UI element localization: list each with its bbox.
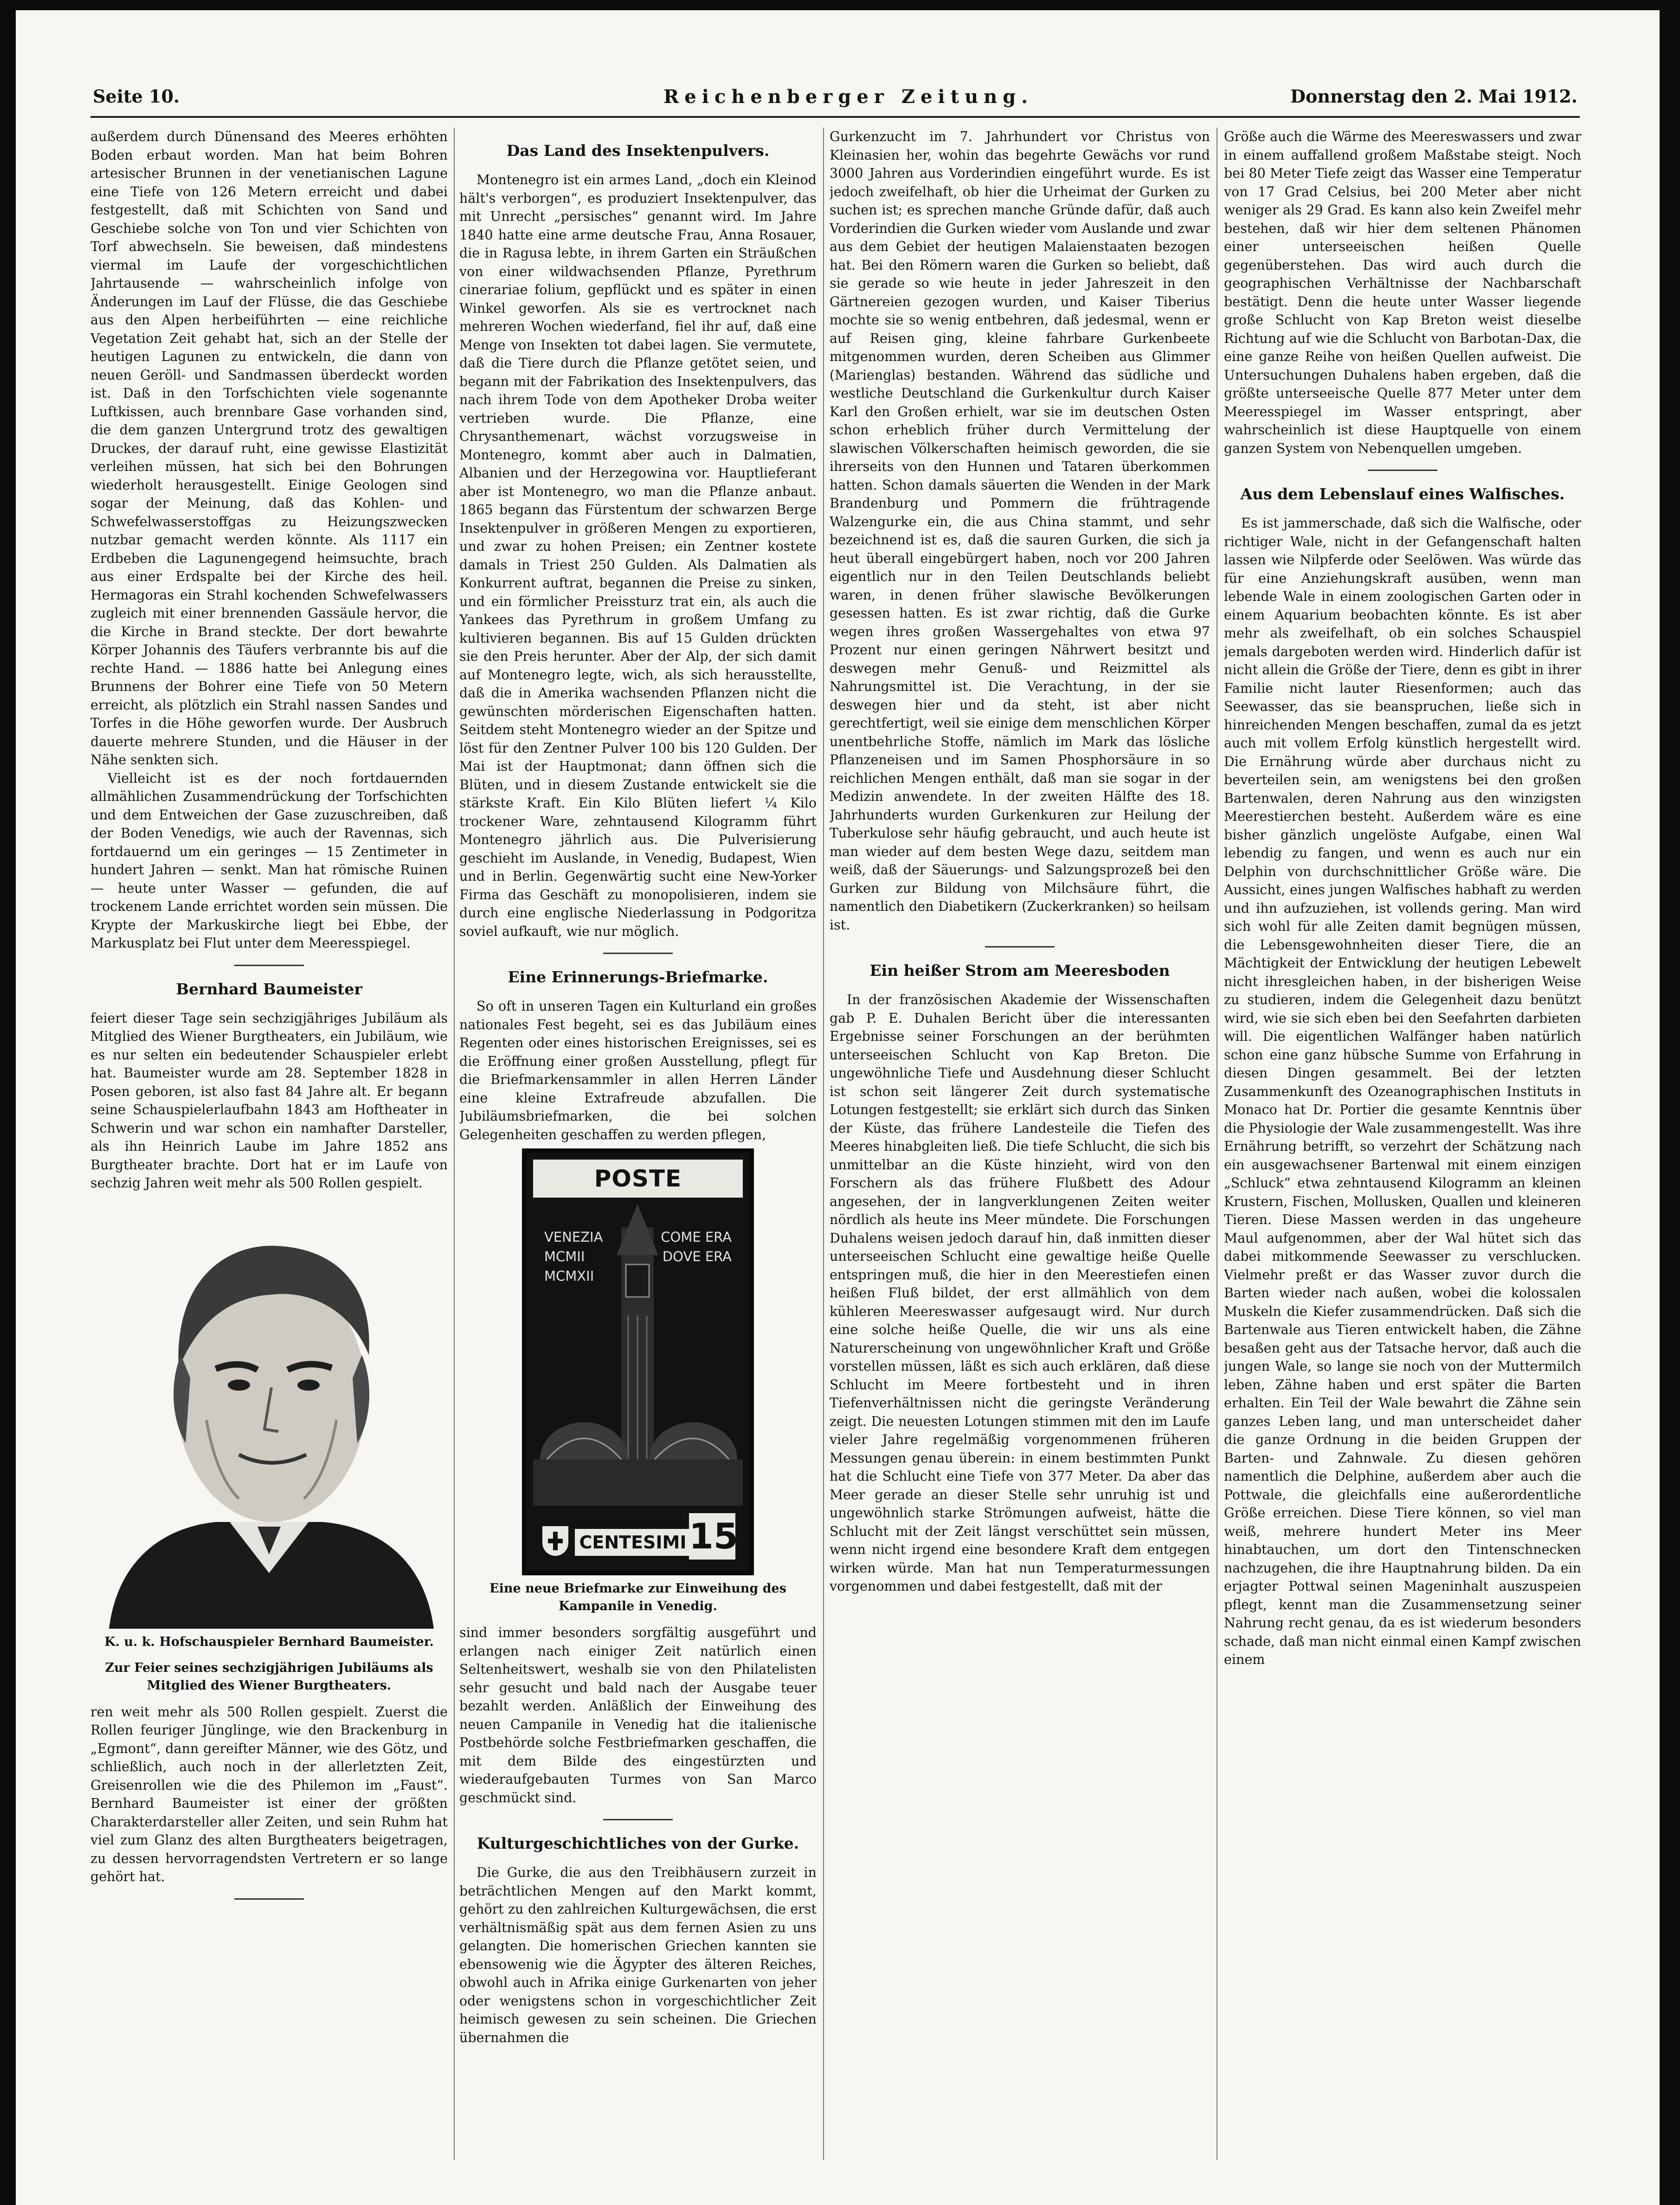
article-venice-continued: außerdem durch Dünensand des Meeres erhöhten Boden erbaut worden. Man hat beim Bohren artesischer Brunnen in der venetianischen Lagune eine Tiefe von 126 Metern erreicht und dabei festgestellt, daß mit Schichten von Sand und Geschiebe solche von Ton und vier Schichten von Torf abwechseln. Sie beweisen, daß mindestens viermal im Laufe der vorgeschichtlichen Jahrtausende — wahrscheinlich infolge von Änderungen im Lauf der Flüsse, die das Geschiebe aus den Alpen herbeiführten — eine reichliche Vegetation Zeit gehabt hat, sich an der Stelle der heutigen Lagunen zu entwickeln, die dann von neuen Geröll- und Sandmassen überdeckt worden ist. Daß in den Torfschichten viele sogenannte Luftkissen, auch brennbare Gase vorhanden sind, die dem ganzen Untergrund trotz des gewaltigen Druckes, der darauf ruht, eine gewisse Elastizität verleihen müssen, hat sich bei den Bohrungen wiederholt herausgestellt. Einige Geologen sind sogar der Meinung, daß das Kohlen- und Schwefelwasserstoffgas zu Heizungszwecken nutzbar gemacht werden könnte. Als 1117 ein Erdbeben die Lagunengegend heimsuchte, brach aus einer Erdspalte bei der Kirche des heil. Hermagoras ein Strahl kochenden Schwefelwassers zugleich mit einer brennenden Gassäule hervor, die die Kirche in Brand steckte. Der dort bewahrte Körper Johannis des Täufers verbrannte bis auf die rechte Hand. — 1886 hatte bei Anlegung eines Brunnens der Bohrer eine Tiefe von 50 Metern erreicht, als plötzlich ein Strahl nassen Sandes und Torfes in die Höhe geworfen wurde. Der Ausbruch dauerte mehrere Stunden, und die Häuser in der Nähe senkten sich. (90, 129, 448, 767)
page-header (93, 86, 1577, 118)
column-4 (1224, 128, 1581, 2169)
column-2 (459, 128, 817, 2169)
article-baumeister-text: feiert dieser Tage sein sechzigjähriges Jubiläum als Mitglied des Wiener Burgtheaters, ein Jubiläum, wie es nur selten ein bedeutender Schauspieler erlebt hat. Baumeister wurde am 28. September 1828 in Posen geboren, ist also fast 84 Jahre alt. Er begann seine Schauspielerlaufbahn 1843 am Hoftheater in Schwerin und war schon ein namhafter Darsteller, als ihn Heinrich Laube im Jahre 1852 ans Burgtheater brachte. Dort hat er im Laufe von sechzig Jahren weit mehr als 500 Rollen gespielt. (90, 1010, 448, 1191)
baumeister-portrait (90, 1202, 448, 1629)
savoy-cross-icon (542, 1526, 568, 1556)
headline-walfisch: Aus dem Lebenslauf eines Walfisches. (1240, 485, 1565, 503)
column-rule (823, 128, 824, 2160)
scan-border-top (0, 0, 1680, 10)
article-walfisch-text: Es ist jammerschade, daß sich die Walfische, oder richtiger Wale, nicht in der Gefangenschaft halten lassen wie Nilpferde oder Seelöwen. Was würde das für eine Anziehungskraft ausüben, wenn man lebende Wale in einem zoologischen Garten oder in einem Aquarium beobachten könnte. Es ist aber mehr als zweifelhaft, ob ein solches Schauspiel jemals dargeboten werden wird. Hinderlich dafür ist nicht allein die Größe der Tiere, denn es gibt in ihrer Familie nicht lauter Riesenformen; auch das Seewasser, das sie beanspruchen, ließe sich in hinreichenden Mengen beschaffen, zumal da es jetzt auch mit vollem Erfolg künstlich hergestellt wird. Die Ernährung würde aber durchaus nicht zu beverteilen sein, am wenigstens bei den großen Bartenwalen, deren Nahrung aus den winzigsten Meerestierchen besteht. Außerdem wäre es eine bisher gänzlich ungelöste Aufgabe, einen Wal lebendig zu fangen, und wenn es auch nur ein Delphin von durchschnittlicher Größe wäre. Die Aussicht, eines jungen Walfisches habhaft zu werden und ihn aufzuziehen, ist vollends gering. Man wird sich wohl für alle Zeiten damit begnügen müssen, die Lebensgewohnheiten dieser Tiere, die an Mächtigkeit der Entwicklung der heutigen Lebewelt nicht ihresgleichen haben, in der bisherigen Weise zu studieren, indem die Gelegenheit dazu benützt wird, wie sie sich eben bei den Seefahrten darbieten will. Die eigentlichen Walfänger haben natürlich schon eine ganz hübsche Summe von Erfahrung in diesen Dingen gesammelt. Bei der letzten Zusammenkunft des Ozeanographischen Instituts in Monaco hat Dr. Portier die gesamte Kenntnis über die Physiologie der Wale zusammengestellt. Was ihre Ernährung betrifft, so verzehrt der Schätzung nach ein ausgewachsener Bartenwal mit einem einzigen „Schluck“ etwa zehntausend Kilogramm an kleinen Krustern, Fischen, Mollusken, Quallen und kleineren Tieren. Diese Massen werden in das ungeheure Maul aufgenommen, aber der Wal hütet sich das dabei mitkommende Seewasser zu verschlucken. Vielmehr preßt er das Wasser zuvor durch die Barten wieder nach außen, wobei die kolossalen Muskeln die Kiefer zusammendrücken. Daß sich die Bartenwale aus Tieren entwickelt haben, die Zähne besaßen geht aus der Tatsache hervor, daß auch die jungen Wale, so lange sie noch von der Muttermilch leben, Zähne haben und erst später die Barten erhalten. Ein Teil der Wale bewahrt die Zähne sein ganzes Leben lang, und man unterscheidet daher die ganze Ordnung in die beiden Gruppen der Barten- und Zahnwale. Zu diesen gehören namentlich die Delphine, außerdem aber auch die Pottwale, die gleichfalls eine außerordentliche Größe erreichen. Diese Tiere können, so viel man weiß, mehrere hundert Meter ins Meer hinabtauchen, um dort den Tintenschnecken nachzugehen, die ihre Hauptnahrung bilden. Da ein erjagter Pottwal seinen Mageninhalt auszuspeien pflegt, kennt man die Zusammensetzung seiner Nahrung recht genau, da es ist wiederum besonders schade, daß man nicht einmal einen Kampf zwischen einem (1224, 516, 1581, 1667)
headline-insektenpulver: Das Land des Insektenpulvers. (506, 142, 770, 160)
portrait-caption-title: K. u. k. Hofschauspieler Bernhard Baumeister. (104, 1634, 434, 1649)
stamp-right-text (661, 1227, 732, 1266)
article-briefmarke-text: So oft in unseren Tagen ein Kulturland ein großes nationales Fest begeht, sei es das Jubiläum eines Regenten oder eines historischen Ereignisses, sei es die Eröffnung einer großen Ausstellung, pflegt für die Briefmarkensammler in allen Herren Länder eine kleine Extrafreude abzufallen. Die Jubiläumsbriefmarken, die bei solchen Gelegenheiten geschaffen zu werden pflegen, (459, 999, 817, 1142)
headline-baumeister: Bernhard Baumeister (176, 980, 362, 998)
stamp-image (522, 1148, 754, 1575)
article-baumeister-continued: ren weit mehr als 500 Rollen gespielt. Zuerst die Rollen feuriger Jünglinge, wie den Brackenburg in „Egmont“, dann gereifter Männer, wie des Götz, und schließlich, auch noch in der allerletzten Zeit, Greisenrollen wie die des Philemon im „Faust“. Bernhard Baumeister ist einer der größten Charakterdarsteller aller Zeiten, und sein Ruhm hat viel zum Glanz des alten Burgtheaters beigetragen, zu dessen hervorragendsten Vertretern er so lange gehört hat. (90, 1704, 448, 1884)
article-divider (603, 953, 673, 954)
headline-gurke: Kulturgeschichtliches von der Gurke. (476, 1834, 799, 1852)
scan-border-left (0, 0, 16, 2205)
article-divider (985, 946, 1055, 948)
newspaper-title: Reichenberger Zeitung. (663, 86, 1034, 108)
stamp-left-line: MCMXII (544, 1268, 594, 1284)
stamp-left-line: VENEZIA (544, 1229, 603, 1245)
scan-border-right (1660, 0, 1680, 2205)
article-insektenpulver-text: Montenegro ist ein armes Land, „doch ein Kleinod hält's verborgen“, es produziert Insektenpulver, das mit Unrecht „persisches“ genannt wird. Im Jahre 1840 hatte eine arme deutsche Frau, Anna Rosauer, die in Ragusa lebte, in ihrem Garten ein Sträußchen von einer wildwachsenden Pflanze, Pyrethrum cinerariae folium, gepflückt und es später in einen Winkel geworfen. Als sie es vertrocknet nach mehreren Wochen wiederfand, fiel ihr auf, daß eine Menge von Insekten tot dabei lagen. Sie vermutete, daß die Tiere durch die Pflanze getötet seien, und begann mit der Fabrikation des Insektenpulvers, das nach ihrem Tode von dem Apotheker Droba weiter vertrieben wurde. Die Pflanze, eine Chrysanthemenart, wächst vorzugsweise in Montenegro, kommt aber auch in Dalmatien, Albanien und der Herzegowina vor. Hauptlieferant aber ist Montenegro, wo man die Pflanze anbaut. 1865 begann das Fürstentum der schwarzen Berge Insektenpulver in größeren Mengen zu exportieren, und zwar zu hohen Preisen; ein Zentner kostete damals in Triest 250 Gulden. Als Dalmatien als Konkurrent auftrat, begannen die Preise zu sinken, und ein förmlicher Preissturz trat ein, als auch die Yankees das Pyrethrum in großem Umfang zu kultivieren begannen. Bis auf 15 Gulden drückten sie den Preis herunter. Aber der Alp, der sich damit auf Montenegro legte, wich, als sich herausstellte, daß die in Amerika wachsenden Pflanzen nicht die gewünschten mörderischen Eigenschaften hatten. Seitdem steht Montenegro wieder an der Spitze und löst für den Zentner Pulver 100 bis 120 Gulden. Der Mai ist der Hauptmonat; dann öffnen sich die Blüten, und in diesem Zustande entwickelt sie die stärkste Kraft. Ein Kilo Blüten liefert ¼ Kilo trockener Ware, zehntausend Kilogramm führt Montenegro jährlich aus. Die Pulverisierung geschieht im Auslande, in Venedig, Budapest, Wien und in Berlin. Gegenwärtig sucht eine New-Yorker Firma das Geschäft zu monopolisieren, indem sie durch eine englische Niederlassung in Podgoritza soviel aufkauft, wie nur möglich. (459, 172, 817, 939)
stamp-value: 15 (689, 1513, 735, 1560)
headline-briefmarke: Eine Erinnerungs-Briefmarke. (508, 968, 768, 986)
article-divider (1368, 470, 1437, 471)
article-gurke-continued: Gurkenzucht im 7. Jahrhundert vor Christus von Kleinasien her, wohin das begehrte Gewächs vor rund 3000 Jahren aus Vorderindien eingeführt wurde. Es ist jedoch zweifelhaft, ob hier die Urheimat der Gurken zu suchen ist; es sprechen manche Gründe dafür, daß auch Vorderindien die Gurken wieder vom Auslande und zwar aus dem Gebiet der heutigen Malaienstaaten bezogen hat. Bei den Römern waren die Gurken so beliebt, daß sie gerade so wie heute in jeder Jahreszeit in den Gärtnereien gezogen wurden, und Kaiser Tiberius mochte sie so wenig entbehren, daß jedesmal, wenn er auf Reisen ging, kleine fahrbare Gurkenbeete mitgenommen wurden, deren Scheiben aus Glimmer (Marienglas) bestanden. Während das südliche und westliche Deutschland die Gurkenkultur durch Kaiser Karl den Großen erhielt, war sie im deutschen Osten schon erheblich früher durch Vermittelung der slawischen Völkerschaften heimisch geworden, die sie ihrerseits von den Hunnen und Tataren überkommen hatten. Schon damals säuerten die Wenden in der Mark Brandenburg und Pommern die frühtragende Walzengurke ein, die aus China stammt, und sehr bezeichnend ist es, daß die sauren Gurken, die sich ja heut überall eingebürgert haben, noch vor 200 Jahren eigentlich nur in den Teilen Deutschlands beliebt waren, in denen früher slawische Bevölkerungen gesessen hatten. Es ist zwar richtig, daß die Gurke wegen ihres großen Wassergehaltes von etwa 97 Prozent nur einen geringen Nährwert besitzt und deswegen mehr Genuß- und Reizmittel als Nahrungsmittel ist. Die Verachtung, in der sie deswegen hier und da steht, ist aber nicht gerechtfertigt, weil sie einige dem menschlichen Körper unentbehrliche Stoffe, nämlich im Mark das lösliche Pflanzeneisen und im Samen Phosphorsäure in so reichlichen Mengen enthält, daß man sie sogar in der Medizin anwendete. In der zweiten Hälfte des 18. Jahrhunderts wurden Gurkenkuren zur Heilung der Tuberkulose sehr häufig gebraucht, und auch heute ist man wieder auf dem besten Wege dazu, seitdem man weiß, daß der Säuerungs- und Salzungsprozeß bei den Gurken zur Bildung von Milchsäure führt, die namentlich den Diabetikern (Zuckerkranken) so heilsam ist. (830, 129, 1210, 933)
stamp-footer (533, 1509, 743, 1564)
column-1 (90, 128, 448, 2169)
article-venice-paragraph: Vielleicht ist es der noch fortdauernden allmählichen Zusammendrückung der Torfschichten und dem Entweichen der Gase zuzuschreiben, daß der Boden Venedigs, wie auch der Ravennas, sich fortdauernd um ein geringes — 15 Zentimeter in hundert Jahren — senkt. Man hat römische Ruinen — heute unter Wasser — gefunden, die auf trockenem Lande errichtet worden sein müssen. Die Krypte der Markuskirche liegt bei Ebbe, der Markusplatz bei Flut unter dem Meeresspiegel. (90, 770, 448, 951)
stamp-left-line: MCMII (544, 1249, 585, 1264)
stamp-right-line: DOVE ERA (662, 1249, 732, 1264)
column-3 (830, 128, 1210, 2169)
stamp-denomination: CENTESIMI (575, 1529, 691, 1556)
article-divider (234, 965, 304, 966)
column-rule (454, 128, 455, 2160)
stamp-figure (459, 1148, 817, 1615)
article-divider (603, 1819, 673, 1820)
header-rule (90, 116, 1580, 118)
article-briefmarke-continued: sind immer besonders sorgfältig ausgeführt und erlangen nach einiger Zeit natürlich einen Seltenheitswert, weshalb sie von den Philatelisten sehr gesucht und bald nach der Ausgabe teuer bezahlt werden. Anläßlich der Einweihung des neuen Campanile in Venedig hat die italienische Postbehörde solche Festbriefmarken geschaffen, die mit dem Bilde des eingestürzten und wiederaufgebauten Turmes von San Marco geschmückt sind. (459, 1625, 817, 1805)
headline-heisser-strom: Ein heißer Strom am Meeresboden (869, 961, 1170, 980)
stamp-right-line: COME ERA (661, 1229, 732, 1245)
article-heisser-strom-continued: Größe auch die Wärme des Meereswassers und zwar in einem auffallend großem Maßstabe steigt. Noch bei 80 Meter Tiefe zeigt das Wasser eine Temperatur von 17 Grad Celsius, bei 200 Meter aber nicht weniger als 29 Grad. Es kann also kein Zweifel mehr bestehen, daß wir hier dem seltenen Phänomen einer unterseeischen heißen Quelle gegenüberstehen. Das wird auch durch die geographischen Verhältnisse der Nachbarschaft bestätigt. Denn die heute unter Wasser liegende große Schlucht von Kap Breton weist dieselbe Richtung auf wie die Schlucht von Barbotan-Dax, die eine ganze Reihe von heißen Quellen aufweist. Die Untersuchungen Duhalens haben ergeben, daß die größte unterseeische Quelle 877 Meter unter dem Meeresspiegel im Wasser entspringt, aber wahrscheinlich ist diese Hauptquelle von einem ganzen System von Nebenquellen umgeben. (1224, 129, 1581, 456)
stamp-left-text (544, 1227, 603, 1286)
issue-date: Donnerstag den 2. Mai 1912. (1290, 86, 1577, 107)
article-heisser-strom-text: In der französischen Akademie der Wissenschaften gab P. E. Duhalen Bericht über die interessanten Ergebnisse seiner Forschungen an der berühmten unterseeischen Schlucht von Kap Breton. Die ungewöhnliche Tiefe und Ausdehnung dieser Schlucht ist schon seit längerer Zeit durch systematische Lotungen festgestellt; sie erklärt sich durch das Sinken der Küste, das frühere Landesteile die Tiefen des Meeres hinabgleiten ließ. Die tiefe Schlucht, die sich bis unmittelbar an die Küste hinzieht, wird von den Forschern als das frühere Flußbett des Adour angesehen, der in langverklungenen Zeiten weiter nördlich als heute ins Meer mündete. Die Forschungen Duhalens weisen jedoch darauf hin, daß inmitten dieser unterseeischen Schlucht eine gewaltige heiße Quelle entspringen muß, die hier in den Meerestiefen einen heißen Fluß bildet, der erst allmählich von dem kühleren Meereswasser aufgesaugt wird. Nur durch eine solche heiße Quelle, die wir uns als eine Naturerscheinung von ungewöhnlicher Kraft und Größe vorstellen müssen, läßt es sich auch erklären, daß diese Schlucht im Meere fortbesteht und in ihren Tiefenverhältnissen nicht die geringste Veränderung zeigt. Die neuesten Lotungen stimmen mit den im Laufe vieler Jahre regelmäßig vorgenommenen früheren Messungen genau überein: in einem bestimmten Punkt hat die Schlucht eine Tiefe von 377 Meter. Da aber das Meer gerade an dieser Stelle sehr unruhig ist und ungewöhnlich starke Strömungen aufweist, hätte die Schlucht mit der Zeit längst verschüttet sein müssen, wenn nicht irgend eine besondere Kraft dem entgegen wirken würde. Man hat nun Temperaturmessungen vorgenommen und dabei festgestellt, daß mit der (830, 992, 1210, 1594)
article-gurke-text: Die Gurke, die aus den Treibhäusern zurzeit in beträchtlichen Mengen auf den Markt kommt, gehört zu den zahlreichen Kulturgewächsen, die erst verhältnismäßig spät aus dem fernen Asien zu uns gelangten. Die homerischen Griechen kannten sie ebensowenig wie die Ägypter des älteren Reiches, obwohl auch in Afrika einige Gurkenarten von jeher oder wenigstens schon in vorgeschichtlicher Zeit heimisch gewesen zu sein scheinen. Die Griechen übernahmen die (459, 1865, 817, 2045)
stamp-caption: Eine neue Briefmarke zur Einweihung des Kampanile in Venedig. (489, 1581, 786, 1613)
article-divider (234, 1898, 304, 1900)
page-number: Seite 10. (93, 86, 180, 107)
stamp-header: POSTE (533, 1160, 743, 1198)
portrait-caption-subtitle: Zur Feier seines sechzigjährigen Jubiläums als Mitglied des Wiener Burgtheaters. (105, 1660, 433, 1693)
